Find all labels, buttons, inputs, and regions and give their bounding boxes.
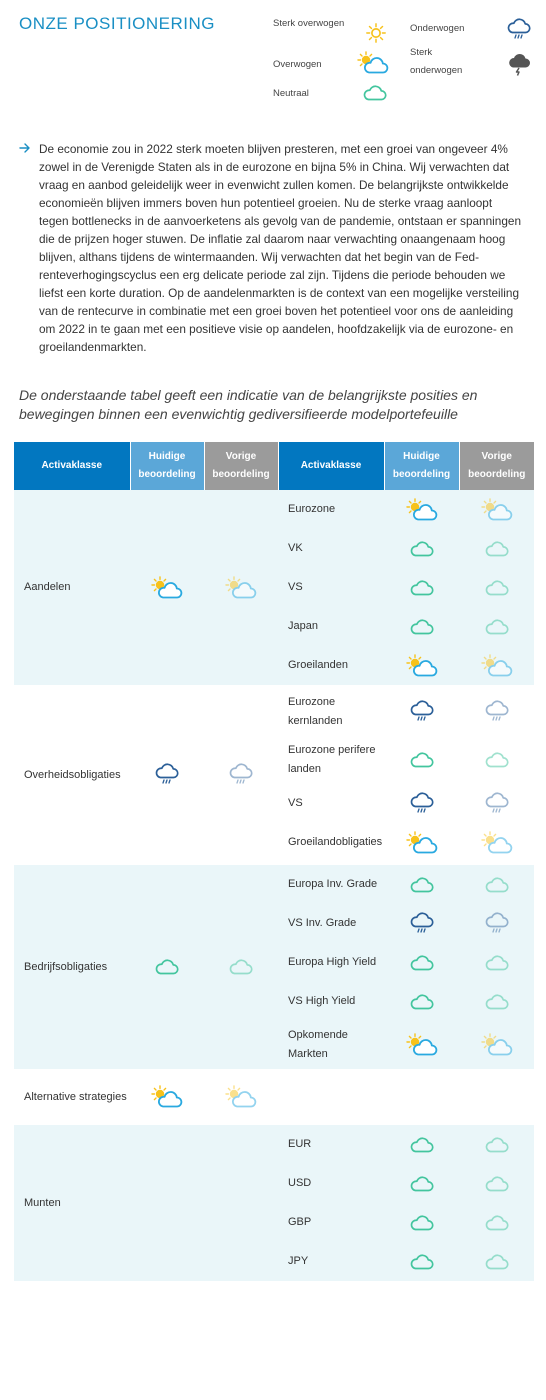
onderwogen-icon bbox=[409, 792, 435, 816]
overwogen-icon bbox=[481, 498, 513, 522]
legend-label-overwogen: Overwogen bbox=[273, 59, 322, 70]
overwogen-icon bbox=[481, 831, 513, 855]
overwogen-icon bbox=[406, 654, 438, 678]
neutraal-icon bbox=[409, 954, 435, 972]
onderwogen-icon bbox=[484, 792, 510, 816]
sub-asset-name: VS bbox=[278, 568, 384, 607]
sub-asset-name: EUR bbox=[278, 1125, 384, 1164]
header-activaklasse-sub: Activaklasse bbox=[278, 442, 384, 490]
asset-class-name: Overheidsobligaties bbox=[14, 688, 130, 862]
sub-current-rating bbox=[384, 943, 459, 982]
sub-current-rating bbox=[384, 568, 459, 607]
neutraal-icon bbox=[228, 958, 254, 976]
neutraal-icon bbox=[409, 1253, 435, 1271]
previous-rating bbox=[204, 1072, 278, 1122]
overwogen-icon bbox=[406, 498, 438, 522]
sub-current-rating bbox=[384, 688, 459, 736]
neutraal-icon bbox=[484, 1136, 510, 1154]
intro-paragraph: De economie zou in 2022 sterk moeten blijven presteren, met een groei van ongeveer 4% zowel in de Verenigde Staten als in de eurozone en bijna 5% in China. Wij verwachten dat vraag en aanbod geleidelijk weer in evenwicht zullen komen. De belangrijkste ontwikkelde economieën blijven immers boven hun potentieel groeien. Nu de sterke vraag aanloopt tegen bottlenecks in de aanvoerketens als gevolg van de pandemie, ontstaan er spanningen die de prijzen hoger stuwen. De inflatie zal daarom naar verwachting onaangenaam hoog blijven, althans tijdens de wintermaanden. Wij verwachten dat het begin van de Fed-renteverhogingscyclus een erg delicate periode zal zijn. Tijdens die periode behouden we liefst een korte duration. Op de aandelenmarkten is de context van een mogelijke versteiling van de rentecurve in combinatie met een groei boven het potentieel voor ons de aanleiding om 2022 in te gaan met een positieve visie op aandelen, hoofdzakelijk via de eurozone- en groeilandenmarkten. bbox=[39, 142, 522, 354]
table-row bbox=[14, 1125, 534, 1164]
header-huidige-beoordeling: Huidige beoordeling bbox=[130, 442, 204, 490]
legend-label-onderwogen: Onderwogen bbox=[410, 23, 465, 34]
asset-class-name: Bedrijfsobligaties bbox=[14, 865, 130, 1069]
sub-asset-name: Eurozone perifere landen bbox=[278, 736, 384, 784]
neutraal-icon bbox=[484, 540, 510, 558]
overwogen-icon bbox=[481, 654, 513, 678]
sub-current-rating bbox=[384, 1203, 459, 1242]
arrow-right-icon bbox=[19, 141, 31, 155]
neutraal-icon bbox=[362, 84, 388, 102]
sub-current-rating bbox=[384, 490, 459, 529]
overwogen-icon bbox=[225, 1085, 257, 1109]
header-vorige-beoordeling-sub: Vorige beoordeling bbox=[459, 442, 534, 490]
sub-previous-rating bbox=[459, 823, 534, 862]
neutraal-icon bbox=[409, 993, 435, 1011]
current-rating bbox=[130, 865, 204, 1069]
neutraal-icon bbox=[484, 1214, 510, 1232]
sub-current-rating bbox=[384, 1021, 459, 1069]
table-row bbox=[14, 1072, 534, 1122]
sub-asset-name: VS Inv. Grade bbox=[278, 904, 384, 943]
sub-previous-rating bbox=[459, 904, 534, 943]
sub-asset-name: VS bbox=[278, 784, 384, 823]
previous-rating bbox=[204, 865, 278, 1069]
sub-current-rating bbox=[384, 1242, 459, 1281]
sub-previous-rating bbox=[459, 784, 534, 823]
sub-asset-name: JPY bbox=[278, 1242, 384, 1281]
legend-label-sterk-overwogen: Sterk overwogen bbox=[273, 18, 345, 29]
sub-current-rating bbox=[384, 823, 459, 862]
previous-rating bbox=[204, 1125, 278, 1281]
onderwogen-icon bbox=[154, 763, 180, 787]
sub-current-rating bbox=[384, 736, 459, 784]
neutraal-icon bbox=[154, 958, 180, 976]
overwogen-icon bbox=[151, 576, 183, 600]
legend-label-neutraal: Neutraal bbox=[273, 88, 309, 99]
header-huidige-beoordeling-sub: Huidige beoordeling bbox=[384, 442, 459, 490]
sub-current-rating bbox=[384, 1164, 459, 1203]
group-munten bbox=[14, 1125, 534, 1281]
header-vorige-beoordeling: Vorige beoordeling bbox=[204, 442, 278, 490]
sub-previous-rating bbox=[459, 607, 534, 646]
sub-previous-rating bbox=[459, 529, 534, 568]
group-bedrijfsobligaties bbox=[14, 865, 534, 1069]
sub-previous-rating bbox=[459, 982, 534, 1021]
sub-current-rating bbox=[384, 982, 459, 1021]
onderwogen-icon bbox=[228, 763, 254, 787]
sub-previous-rating bbox=[459, 1203, 534, 1242]
sub-previous-rating bbox=[459, 568, 534, 607]
overwogen-icon bbox=[406, 1033, 438, 1057]
overwogen-icon bbox=[225, 576, 257, 600]
neutraal-icon bbox=[409, 1175, 435, 1193]
header-activaklasse: Activaklasse bbox=[14, 442, 130, 490]
page-title: ONZE POSITIONERING bbox=[19, 14, 216, 33]
onderwogen-icon bbox=[409, 912, 435, 936]
sub-current-rating bbox=[384, 904, 459, 943]
current-rating bbox=[130, 1125, 204, 1281]
table-caption: De onderstaande tabel geeft een indicatie van de belangrijkste posities en bewegingen binnen een evenwichtig gediversifieerde modelportefeuille bbox=[19, 387, 478, 422]
current-rating bbox=[130, 490, 204, 685]
sub-previous-rating bbox=[459, 1164, 534, 1203]
sun-icon bbox=[365, 22, 387, 44]
sub-asset-name: Europa Inv. Grade bbox=[278, 865, 384, 904]
current-rating bbox=[130, 1072, 204, 1122]
neutraal-icon bbox=[409, 540, 435, 558]
onderwogen-icon bbox=[506, 18, 532, 42]
asset-class-name: Munten bbox=[14, 1125, 130, 1281]
table-row bbox=[14, 490, 534, 529]
neutraal-icon bbox=[484, 1175, 510, 1193]
overwogen-icon bbox=[357, 51, 389, 75]
sub-asset-name: VS High Yield bbox=[278, 982, 384, 1021]
neutraal-icon bbox=[409, 751, 435, 769]
storm-cloud-icon bbox=[506, 52, 532, 76]
overwogen-icon bbox=[151, 1085, 183, 1109]
neutraal-icon bbox=[484, 954, 510, 972]
sub-current-rating bbox=[384, 607, 459, 646]
sub-asset-name: USD bbox=[278, 1164, 384, 1203]
neutraal-icon bbox=[484, 1253, 510, 1271]
sub-asset-name: Groeilanden bbox=[278, 646, 384, 685]
onderwogen-icon bbox=[484, 912, 510, 936]
sub-asset-name: GBP bbox=[278, 1203, 384, 1242]
neutraal-icon bbox=[409, 1136, 435, 1154]
asset-class-name: Aandelen bbox=[14, 490, 130, 685]
sub-current-rating bbox=[384, 865, 459, 904]
sub-previous-rating bbox=[459, 1021, 534, 1069]
sub-current-rating bbox=[384, 529, 459, 568]
sub-current-rating bbox=[384, 646, 459, 685]
neutraal-icon bbox=[409, 618, 435, 636]
sub-previous-rating bbox=[459, 943, 534, 982]
neutraal-icon bbox=[484, 618, 510, 636]
sub-previous-rating bbox=[459, 646, 534, 685]
sub-asset-name: Groeilandobligaties bbox=[278, 823, 384, 862]
overwogen-icon bbox=[406, 831, 438, 855]
table-row bbox=[14, 865, 534, 904]
sub-previous-rating bbox=[459, 1125, 534, 1164]
overwogen-icon bbox=[481, 1033, 513, 1057]
group-alternative-strategies bbox=[14, 1072, 534, 1122]
sub-asset-name: Japan bbox=[278, 607, 384, 646]
group-aandelen bbox=[14, 490, 534, 685]
asset-class-name: Alternative strategies bbox=[14, 1072, 130, 1122]
sub-asset-name: Europa High Yield bbox=[278, 943, 384, 982]
sub-asset-name: Eurozone kernlanden bbox=[278, 688, 384, 736]
sub-previous-rating bbox=[459, 490, 534, 529]
current-rating bbox=[130, 688, 204, 862]
sub-previous-rating bbox=[459, 688, 534, 736]
neutraal-icon bbox=[484, 579, 510, 597]
neutraal-icon bbox=[484, 993, 510, 1011]
table-header-row bbox=[14, 442, 534, 490]
sub-previous-rating bbox=[459, 736, 534, 784]
neutraal-icon bbox=[484, 876, 510, 894]
neutraal-icon bbox=[409, 876, 435, 894]
onderwogen-icon bbox=[484, 700, 510, 724]
neutraal-icon bbox=[484, 751, 510, 769]
previous-rating bbox=[204, 490, 278, 685]
group-overheidsobligaties bbox=[14, 688, 534, 862]
intro-section bbox=[19, 140, 524, 356]
previous-rating bbox=[204, 688, 278, 862]
legend-label-sterk-onderwogen: Sterk onderwogen bbox=[410, 47, 463, 76]
sub-asset-name: Opkomende Markten bbox=[278, 1021, 384, 1069]
table-row bbox=[14, 688, 534, 736]
neutraal-icon bbox=[409, 579, 435, 597]
onderwogen-icon bbox=[409, 700, 435, 724]
sub-previous-rating bbox=[459, 1242, 534, 1281]
sub-asset-name: VK bbox=[278, 529, 384, 568]
sub-asset-name: Eurozone bbox=[278, 490, 384, 529]
sub-current-rating bbox=[384, 784, 459, 823]
sub-previous-rating bbox=[459, 865, 534, 904]
sub-current-rating bbox=[384, 1125, 459, 1164]
positioning-table bbox=[14, 442, 534, 1281]
neutraal-icon bbox=[409, 1214, 435, 1232]
